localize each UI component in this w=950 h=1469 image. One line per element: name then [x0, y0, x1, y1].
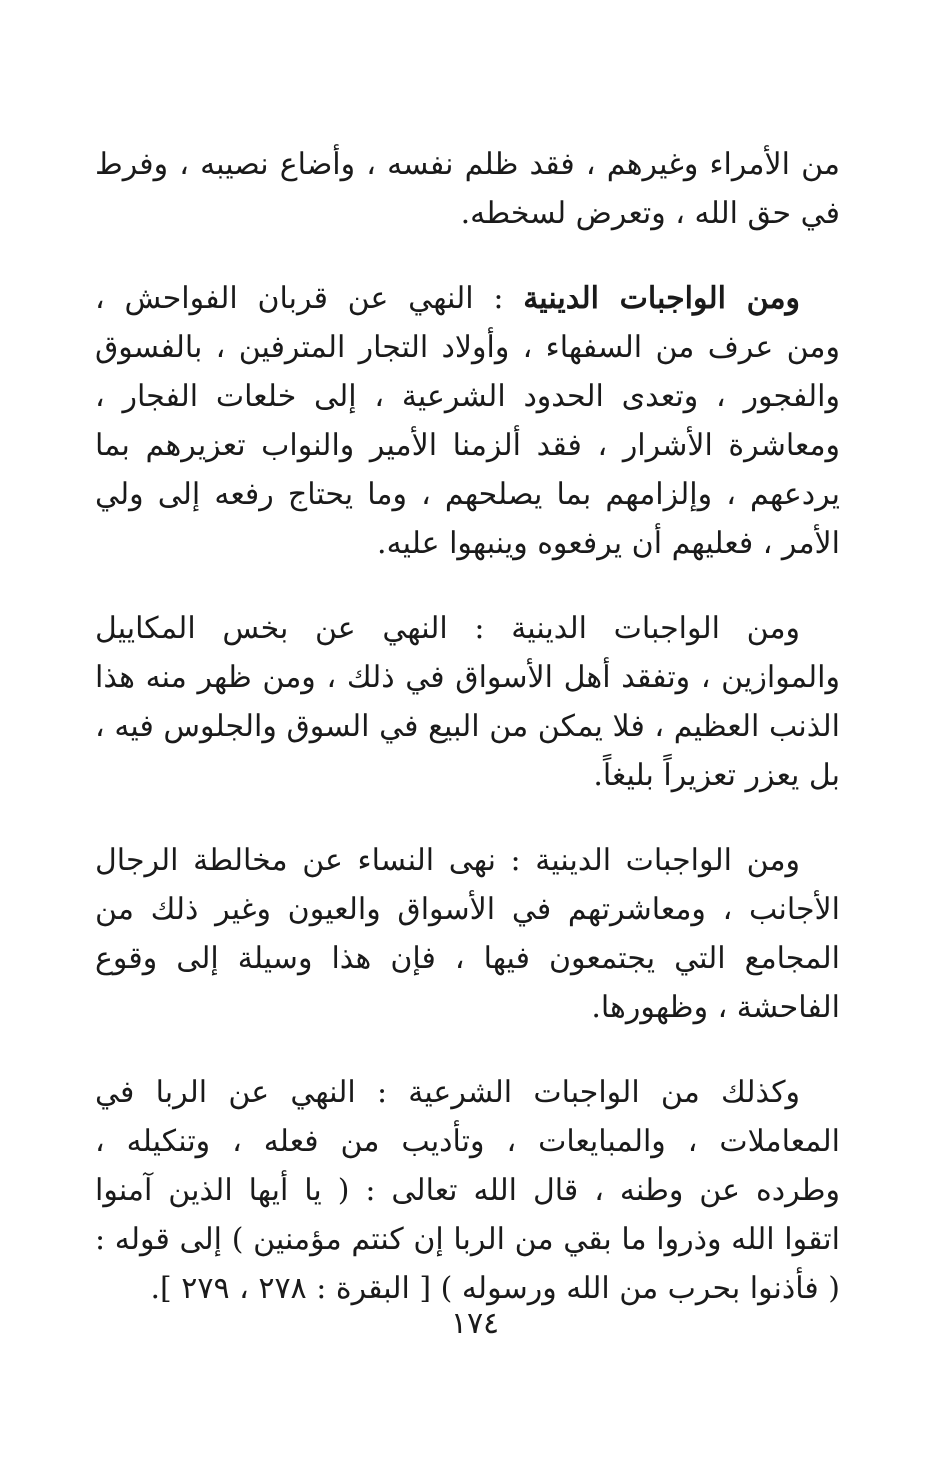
paragraph-1 [95, 140, 840, 238]
text-line: ومعاشرة الأشرار ، فقد ألزمنا الأمير والنواب تعزيرهم بما [95, 428, 840, 463]
text-line: الفاحشة ، وظهورها. [591, 990, 840, 1025]
text-line: الأمر ، فعليهم أن يرفعوه وينبهوا عليه. [377, 526, 840, 561]
text-line: المجامع التي يجتمعون فيها ، فإن هذا وسيلة إلى وقوع [95, 941, 840, 976]
text-line: والفجور ، وتعدى الحدود الشرعية ، إلى خلعات الفجار ، [95, 379, 840, 414]
text-line: بل يعزر تعزيراً بليغاً. [593, 758, 840, 793]
bold-lead-phrase: ومن الواجبات الدينية [523, 281, 801, 316]
text-line: ومن عرف من السفهاء ، وأولاد التجار المترفين ، بالفسوق [95, 330, 840, 365]
text-line: المعاملات ، والمبايعات ، وتأديب من فعله ، وتنكيله ، [95, 1124, 840, 1159]
text-line: ( فأذنوا بحرب من الله ورسوله ) [ البقرة : ٢٧٨ ، ٢٧٩ ]. [150, 1271, 840, 1306]
text-line: الأجانب ، ومعاشرتهم في الأسواق والعيون وغير ذلك من [95, 892, 840, 927]
text-line: ومن الواجبات الدينية : نهى النساء عن مخالطة الرجال [95, 843, 800, 878]
text-line: وكذلك من الواجبات الشرعية : النهي عن الربا في [95, 1075, 800, 1110]
text-line: من الأمراء وغيرهم ، فقد ظلم نفسه ، وأضاع نصيبه ، وفرط [95, 147, 840, 182]
text-line: ومن الواجبات الدينية : النهي عن بخس المكاييل [95, 611, 800, 646]
text-line-with-heading [95, 274, 840, 323]
text-line: والموازين ، وتفقد أهل الأسواق في ذلك ، ومن ظهر منه هذا [95, 660, 840, 695]
paragraph-5 [95, 1068, 840, 1313]
paragraph-2 [95, 274, 840, 568]
text-line: يردعهم ، وإلزامهم بما يصلحهم ، وما يحتاج رفعه إلى ولي [95, 477, 840, 512]
text-line: في حق الله ، وتعرض لسخطه. [460, 196, 840, 231]
text-line: اتقوا الله وذروا ما بقي من الربا إن كنتم مؤمنين ) إلى قوله : [95, 1222, 840, 1257]
text-line-rest: : النهي عن قربان الفواحش ، [95, 281, 524, 316]
paragraph-4 [95, 836, 840, 1032]
text-line: الذنب العظيم ، فلا يمكن من البيع في السوق والجلوس فيه ، [95, 709, 840, 744]
paragraph-3 [95, 604, 840, 800]
page-body [95, 140, 840, 1349]
text-line: وطرده عن وطنه ، قال الله تعالى : ( يا أيها الذين آمنوا [95, 1173, 840, 1208]
page-number: ١٧٤ [450, 1306, 500, 1341]
